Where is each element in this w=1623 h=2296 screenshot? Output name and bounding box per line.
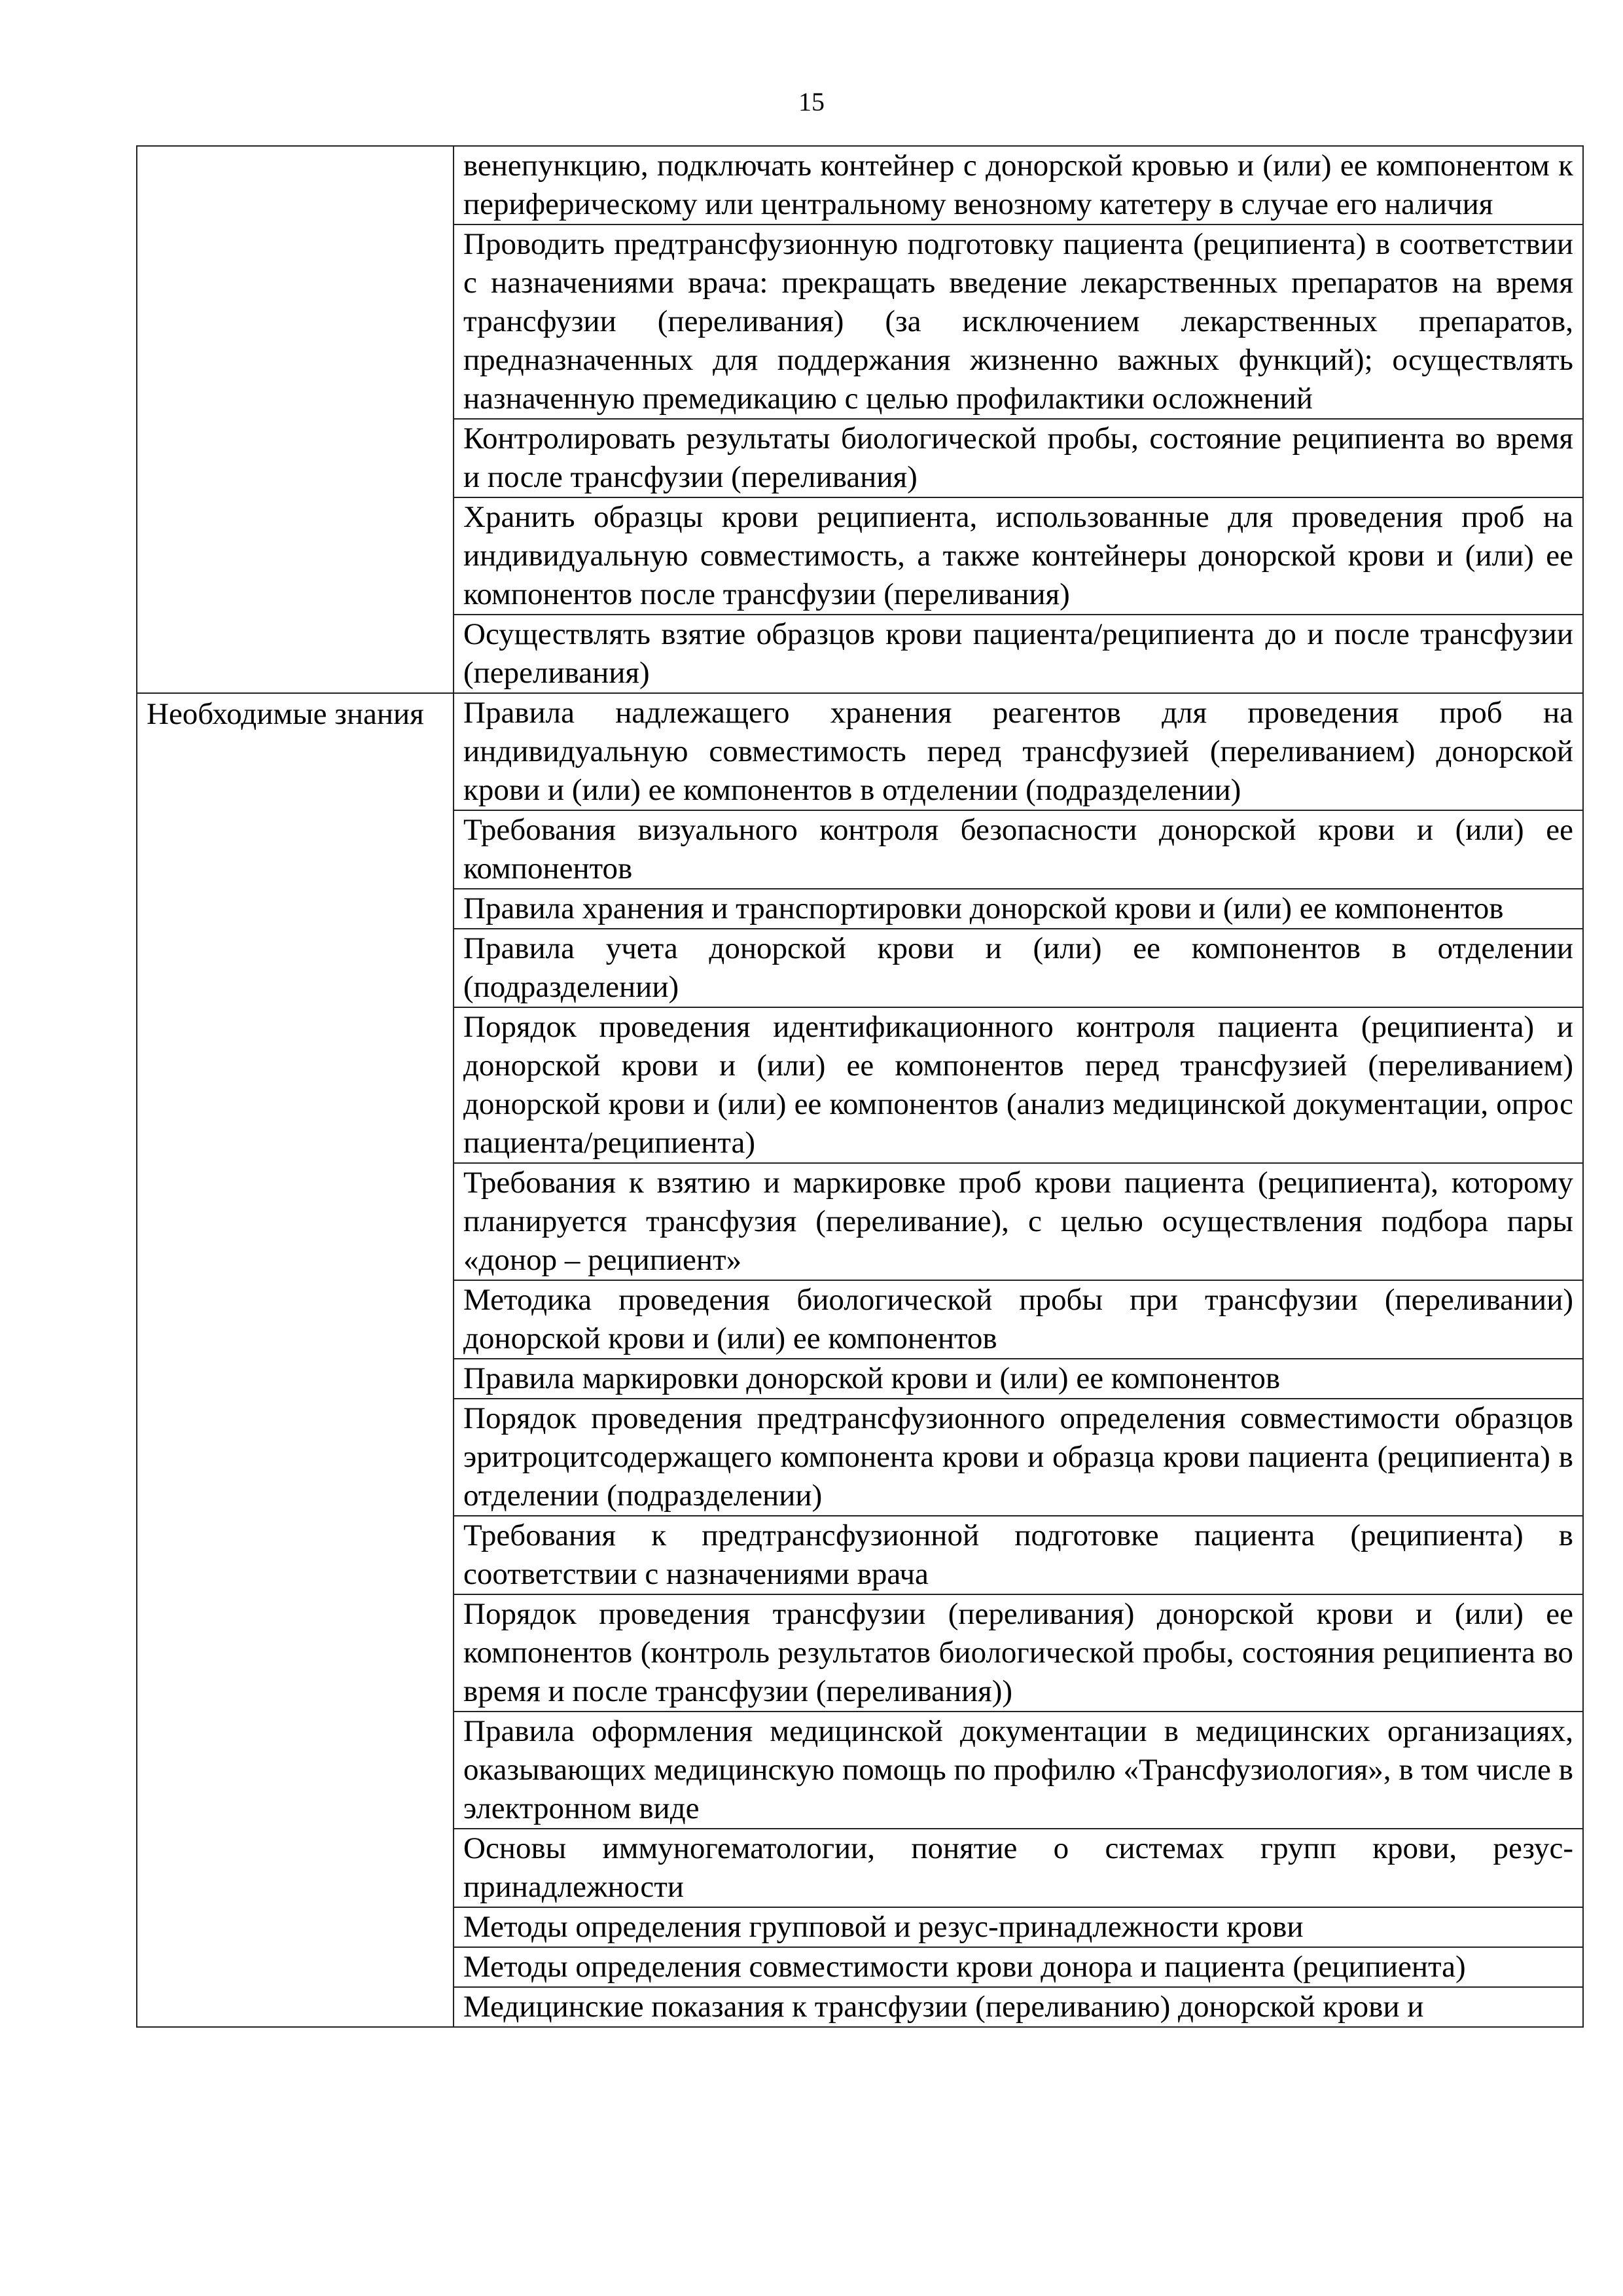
table-cell: Основы иммуногематологии, понятие о системах групп крови, резус-принадлежности [454, 1829, 1583, 1907]
content-table [136, 145, 1584, 2028]
table-cell: Хранить образцы крови реципиента, использованные для проведения проб на индивидуальную совместимость, а также контейнеры донорской крови и (или) ее компонентов после трансфузии (переливания) [454, 497, 1583, 615]
table-cell: венепункцию, подключать контейнер с донорской кровью и (или) ее компонентом к периферическому или центральному венозному катетеру в случае его наличия [454, 146, 1583, 224]
table-cell: Методы определения групповой и резус-принадлежности крови [454, 1907, 1583, 1947]
table-cell: Правила маркировки донорской крови и (или) ее компонентов [454, 1359, 1583, 1399]
row-label-knowledge: Необходимые знания [137, 693, 454, 2027]
table-row [137, 693, 1583, 810]
row-label-empty [137, 146, 454, 693]
table-cell: Правила оформления медицинской документации в медицинских организациях, оказывающих медицинскую помощь по профилю «Трансфузиология», в том числе в электронном виде [454, 1712, 1583, 1829]
table-cell: Порядок проведения предтрансфузионного определения совместимости образцов эритроцитсодержащего компонента крови и образца крови пациента (реципиента) в отделении (подразделении) [454, 1399, 1583, 1516]
table-cell: Методика проведения биологической пробы при трансфузии (переливании) донорской крови и (или) ее компонентов [454, 1280, 1583, 1359]
table-cell: Порядок проведения идентификационного контроля пациента (реципиента) и донорской крови и (или) ее компонентов перед трансфузией (переливанием) донорской крови и (или) ее компонентов (анализ медицинской документации, опрос пациента/реципиента) [454, 1007, 1583, 1163]
table-cell: Правила хранения и транспортировки донорской крови и (или) ее компонентов [454, 889, 1583, 929]
table-cell: Требования к взятию и маркировке проб крови пациента (реципиента), которому планируется трансфузия (переливание), с целью осуществления подбора пары «донор – реципиент» [454, 1163, 1583, 1280]
table-cell: Медицинские показания к трансфузии (переливанию) донорской крови и [454, 1987, 1583, 2027]
table-cell: Требования визуального контроля безопасности донорской крови и (или) ее компонентов [454, 810, 1583, 889]
table-cell: Правила учета донорской крови и (или) ее компонентов в отделении (подразделении) [454, 929, 1583, 1007]
table-cell: Методы определения совместимости крови донора и пациента (реципиента) [454, 1947, 1583, 1987]
table-cell: Осуществлять взятие образцов крови пациента/реципиента до и после трансфузии (переливания) [454, 615, 1583, 693]
table-cell: Контролировать результаты биологической пробы, состояние реципиента во время и после трансфузии (переливания) [454, 419, 1583, 497]
table-cell: Правила надлежащего хранения реагентов для проведения проб на индивидуальную совместимость перед трансфузией (переливанием) донорской крови и (или) ее компонентов в отделении (подразделении) [454, 693, 1583, 810]
table-cell: Порядок проведения трансфузии (переливания) донорской крови и (или) ее компонентов (контроль результатов биологической пробы, состояния реципиента во время и после трансфузии (переливания)) [454, 1594, 1583, 1712]
table-row [137, 146, 1583, 224]
table-cell: Требования к предтрансфузионной подготовке пациента (реципиента) в соответствии с назначениями врача [454, 1516, 1583, 1594]
table-cell: Проводить предтрансфузионную подготовку пациента (реципиента) в соответствии с назначениями врача: прекращать введение лекарственных препаратов на время трансфузии (переливания) (за исключением лекарственных препаратов, предназначенных для поддержания жизненно важных функций); осуществлять назначенную премедикацию с целью профилактики осложнений [454, 224, 1583, 419]
table-body [137, 146, 1583, 2027]
page-number: 15 [798, 87, 825, 117]
